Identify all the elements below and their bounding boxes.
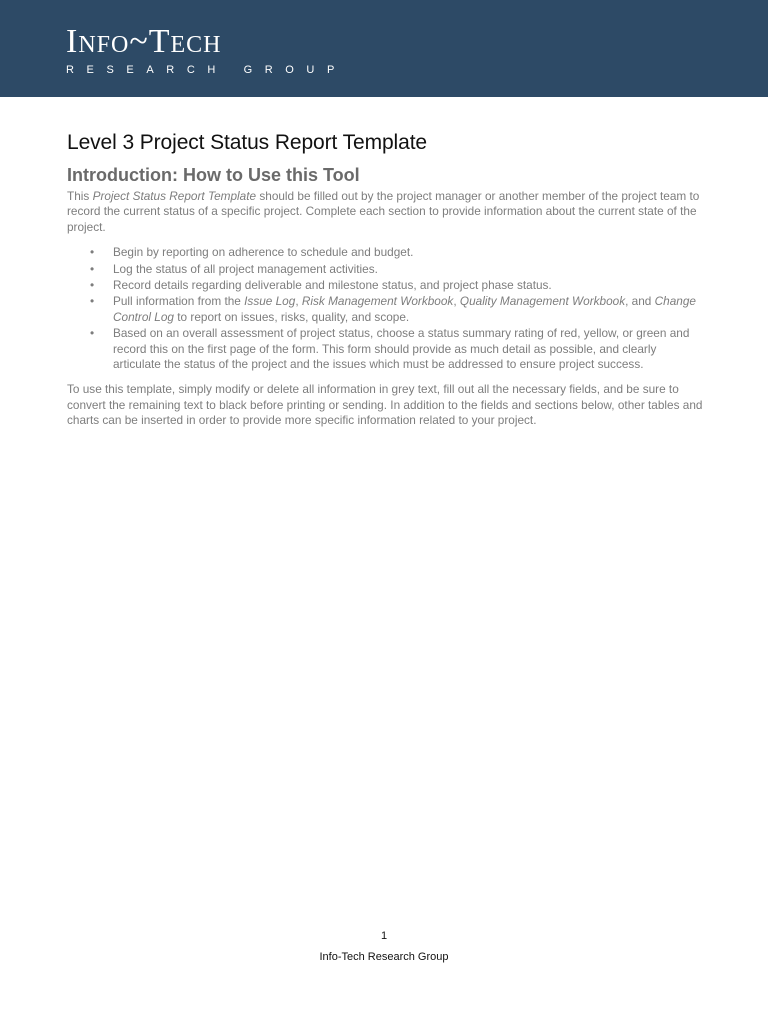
text-segment: to report on issues, risks, quality, and scope. xyxy=(174,309,410,324)
text-segment: , xyxy=(295,294,302,309)
bullet-icon: • xyxy=(90,294,95,309)
company-logo xyxy=(66,24,347,77)
issue-log-reference: Issue Log xyxy=(244,294,296,309)
bullet-icon: • xyxy=(90,278,95,293)
list-item xyxy=(67,278,703,293)
list-item xyxy=(67,326,703,372)
intro-rest: should be filled out by the project manager or another member of the project team to record the current status of a specific project. Complete each section to provide information about the current state of the project. xyxy=(67,189,700,234)
list-item-text xyxy=(113,294,696,323)
bullet-icon: • xyxy=(90,326,95,341)
intro-lead: This xyxy=(67,189,93,203)
page-number: 1 xyxy=(380,930,388,942)
list-item xyxy=(67,245,703,260)
text-segment: , xyxy=(453,294,460,309)
bullet-icon: • xyxy=(90,261,95,276)
list-item-text: Begin by reporting on adherence to schedule and budget. xyxy=(113,245,414,260)
section-heading-introduction: Introduction: How to Use this Tool xyxy=(67,165,360,185)
closing-paragraph: To use this template, simply modify or delete all information in grey text, fill out all the necessary fields, and be sure to convert the remaining text to black before printing or sending. In addition to the fields and sections below, other tables and charts can be inserted in order to provide more specific information related to your project. xyxy=(67,382,703,428)
header-band xyxy=(0,0,768,97)
document-body xyxy=(67,128,703,429)
risk-workbook-reference: Risk Management Workbook xyxy=(301,294,454,309)
list-item-text: Based on an overall assessment of project status, choose a status summary rating of red, yellow, or green and record this on the first page of the form. This form should provide as much detail as possible, and clearly articulate the status of the project and the issues which must be addressed to ensure project success. xyxy=(113,326,690,372)
list-item xyxy=(67,262,703,277)
quality-workbook-reference: Quality Management Workbook xyxy=(459,294,626,309)
intro-template-name: Project Status Report Template xyxy=(92,189,257,203)
logo-tagline: RESEARCH GROUP xyxy=(66,64,347,76)
intro-paragraph xyxy=(67,189,703,235)
document-title: Level 3 Project Status Report Template xyxy=(67,131,428,154)
change-log-reference: Change Control Log xyxy=(113,294,696,324)
list-item xyxy=(67,294,703,325)
logo-wordmark: Info~Tech xyxy=(66,23,222,60)
list-item-text: Log the status of all project management activities. xyxy=(113,261,378,276)
instruction-list xyxy=(67,245,703,372)
footer-organization: Info-Tech Research Group xyxy=(319,951,449,963)
bullet-icon: • xyxy=(90,245,95,260)
list-item-text: Record details regarding deliverable and milestone status, and project phase status. xyxy=(113,278,552,293)
text-segment: Pull information from the xyxy=(113,294,245,309)
text-segment: , and xyxy=(625,294,655,309)
